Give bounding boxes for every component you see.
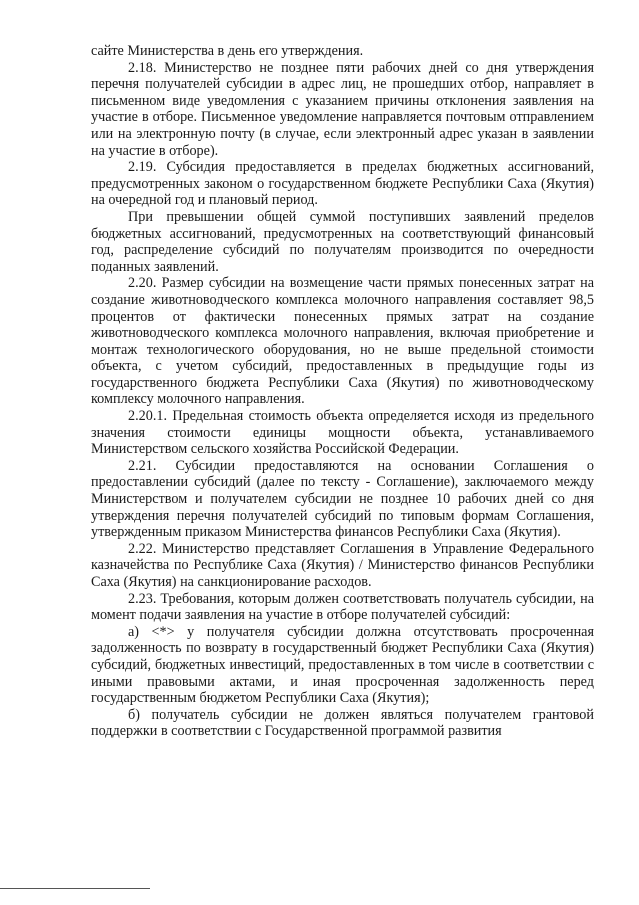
document-body xyxy=(91,43,594,740)
paragraph-2-20: 2.20. Размер субсидии на возмещение части прямых понесенных затрат на создание животноводческого комплекса молочного направления составляет 98,5 процентов от фактически понесенных прямых затрат на создание животноводческого комплекса молочного направления, включая приобретение и монтаж технологического оборудования, но не выше предельной стоимости объекта, с учетом субсидий, предоставленных в предыдущие годы из государственного бюджета Республики Саха (Якутия) по животноводческому комплексу молочного направления. xyxy=(91,275,594,408)
paragraph-2-22: 2.22. Министерство представляет Соглашения в Управление Федерального казначейства по Республике Саха (Якутия) / Министерство финансов Республики Саха (Якутия) на санкционирование расходов. xyxy=(91,540,594,590)
paragraph-2-20-1: 2.20.1. Предельная стоимость объекта определяется исходя из предельного значения стоимости единицы мощности объекта, устанавливаемого Министерством сельского хозяйства Российской Федерации. xyxy=(91,408,594,458)
paragraph-2-23: 2.23. Требования, которым должен соответствовать получатель субсидии, на момент подачи заявления на участие в отборе получателей субсидий: xyxy=(91,590,594,624)
paragraph-continuation: сайте Министерства в день его утверждения. xyxy=(91,43,364,59)
paragraph-excess-claims: При превышении общей суммой поступивших заявлений пределов бюджетных ассигнований, предусмотренных на соответствующий финансовый год, распределение субсидий по получателям производится по очередности поданных заявлений. xyxy=(91,208,594,275)
paragraph-2-21: 2.21. Субсидии предоставляются на основании Соглашения о предоставлении субсидий (далее по тексту - Соглашение), заключаемого между Министерством и получателем субсидии не позднее 10 рабочих дней со дня утверждения перечня получателей субсидий по типовым формам Соглашения, утвержденным приказом Министерства финансов Республики Саха (Якутия). xyxy=(91,457,594,541)
paragraph-2-19: 2.19. Субсидия предоставляется в пределах бюджетных ассигнований, предусмотренных законом о государственном бюджете Республики Саха (Якутия) на очередной год и плановый период. xyxy=(91,159,594,209)
footnote-divider xyxy=(0,888,150,889)
paragraph-item-b: б) получатель субсидии не должен являться получателем грантовой поддержки в соответствии с Государственной программой развития xyxy=(91,706,594,740)
paragraph-item-a: а) <*> у получателя субсидии должна отсутствовать просроченная задолженность по возврату в государственный бюджет Республики Саха (Якутия) субсидий, бюджетных инвестиций, предоставленных в том числе в соответствии с иными правовыми актами, и иная просроченная задолженность перед государственным бюджетом Республики Саха (Якутия); xyxy=(91,623,594,707)
paragraph-2-18: 2.18. Министерство не позднее пяти рабочих дней со дня утверждения перечня получателей субсидии в адрес лиц, не прошедших отбор, направляет в письменном виде уведомления с указанием причины отклонения заявления на участие в отборе. Письменное уведомление направляется почтовым отправлением или на электронную почту (в случае, если электронный адрес указан в заявлении на участие в отборе). xyxy=(91,59,594,159)
